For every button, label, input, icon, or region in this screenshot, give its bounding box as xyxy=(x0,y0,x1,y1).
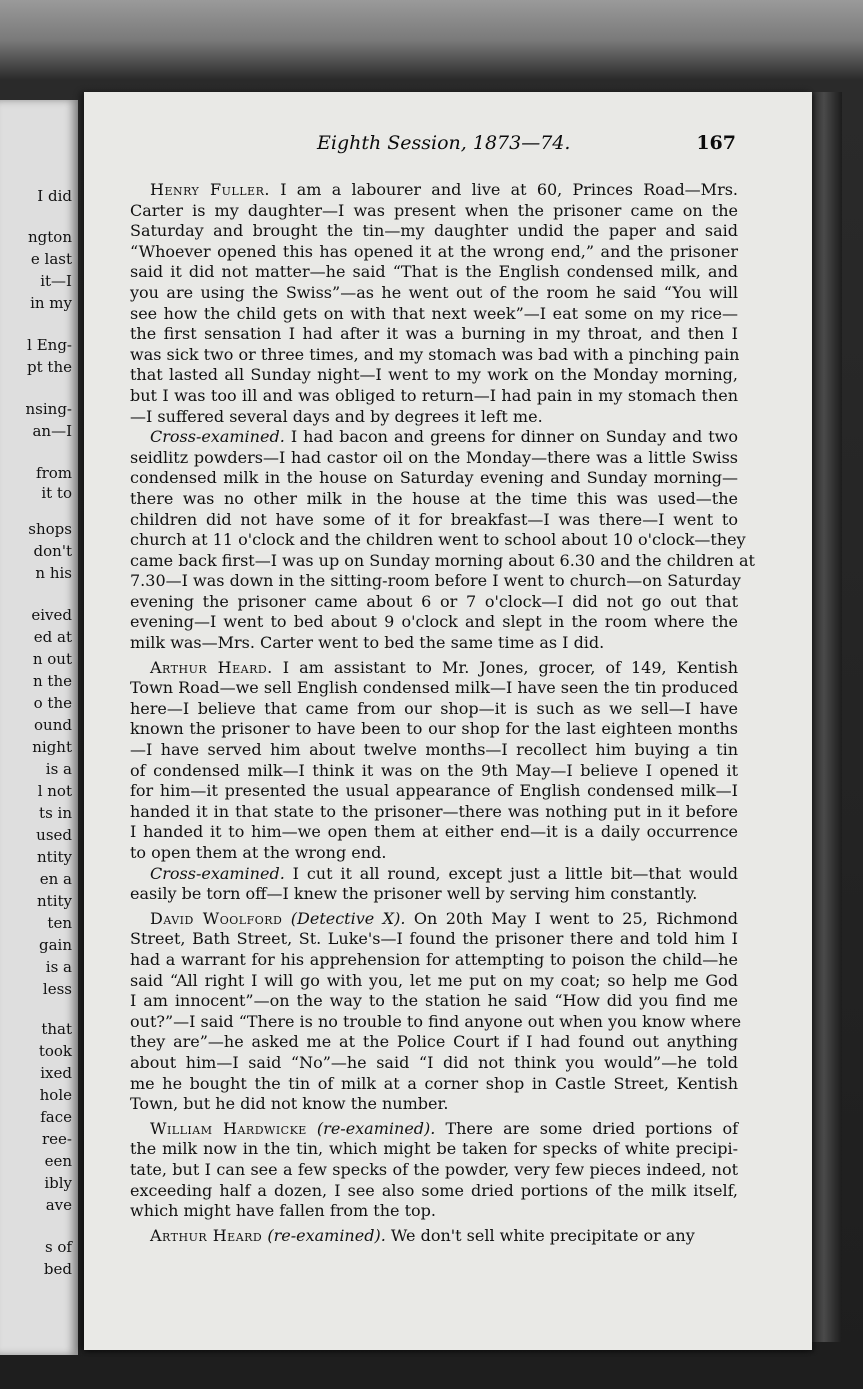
facing-page-text: o the xyxy=(33,694,72,712)
text-line: evening the prisoner came about 6 or 7 o'clock—I did not go out that xyxy=(130,591,738,611)
text-line: William Hardwicke (re-examined). There are some dried portions of xyxy=(150,1118,738,1138)
text-line: I am innocent”—on the way to the station he said “How did you find me xyxy=(130,991,738,1011)
text-line: of condensed milk—I think it was on the 9th May—I believe I opened it xyxy=(130,760,738,780)
facing-page-text: e last xyxy=(30,250,72,268)
facing-page-text: eived xyxy=(31,606,72,624)
text-line: “Whoever opened this has opened it at the wrong end,” and the prisoner xyxy=(130,241,738,261)
text-line: which might have fallen from the top. xyxy=(130,1201,436,1221)
facing-page-text: ten xyxy=(47,914,72,932)
text-line: evening—I went to bed about 9 o'clock and slept in the room where the xyxy=(130,612,738,632)
facing-page-text: een xyxy=(44,1152,72,1170)
text-line: Henry Fuller. I am a labourer and live at 60, Princes Road—Mrs. xyxy=(150,180,739,199)
text-line: see how the child gets on with that next week”—I eat some on my rice— xyxy=(130,303,738,323)
text-line: Arthur Heard (re-examined). We don't sell white precipitate or any xyxy=(150,1225,695,1245)
facing-page-text: ed at xyxy=(33,628,72,646)
facing-page-text: ree- xyxy=(42,1130,72,1148)
page-edge-shadow xyxy=(812,92,842,1342)
facing-page-text: n his xyxy=(35,564,72,582)
facing-page-text: l Eng- xyxy=(27,336,72,354)
facing-page-text: pt the xyxy=(27,358,72,376)
text-line: they are”—he asked me at the Police Court if I had found out anything xyxy=(130,1032,738,1052)
text-line: to open them at the wrong end. xyxy=(130,843,387,862)
paragraph-henry-fuller xyxy=(130,180,738,427)
facing-page-text: is a xyxy=(45,958,72,976)
facing-page-text: used xyxy=(36,826,72,844)
text-line: said “All right I will go with you, let me put on my coat; so help me God xyxy=(130,970,738,990)
facing-page-text: face xyxy=(40,1108,72,1126)
facing-page-text: ntity xyxy=(37,848,72,866)
facing-page-text: ts in xyxy=(39,804,72,822)
body-text xyxy=(130,180,755,1246)
text-line: Saturday and brought the tin—my daughter undid the paper and said xyxy=(130,221,738,241)
facing-page-text: l not xyxy=(37,782,72,800)
paragraph-arthur-heard xyxy=(130,658,738,864)
text-line: Town, but he did not know the number. xyxy=(130,1094,449,1114)
text-line: said it did not matter—he said “That is the English condensed milk, and xyxy=(130,262,738,282)
facing-page-text: don't xyxy=(33,542,72,560)
paragraph-david-woolford xyxy=(130,908,742,1115)
speaker-name: Henry Fuller. xyxy=(150,180,270,199)
text-line: Cross-examined. I had bacon and greens for dinner on Sunday and two xyxy=(150,427,738,447)
speaker-detail: (Detective X). xyxy=(290,908,406,928)
facing-page-text: from xyxy=(36,464,72,482)
text-line: you are using the Swiss”—as he went out of the room he said “You will xyxy=(130,282,738,302)
speaker-detail: (re-examined). xyxy=(267,1225,386,1245)
text-line: 7.30—I was down in the sitting-room before I went to church—on Saturday xyxy=(130,571,741,591)
facing-page-text: ixed xyxy=(40,1064,72,1082)
facing-page-text: ave xyxy=(45,1196,72,1214)
facing-page-fragment xyxy=(0,100,78,1355)
text-line: —I suffered several days and by degrees it left me. xyxy=(130,406,543,426)
text-line: me he bought the tin of milk at a corner shop in Castle Street, Kentish xyxy=(130,1073,738,1093)
speaker-name: David Woolford xyxy=(150,908,283,928)
text-line: was sick two or three times, and my stomach was bad with a pinching pain xyxy=(130,344,740,364)
facing-page-text: n out xyxy=(32,650,72,668)
facing-page-text: is a xyxy=(45,760,72,778)
facing-page-text: less xyxy=(42,980,72,998)
facing-page-text: ound xyxy=(34,716,72,734)
paragraph-arthur-heard-re-examined xyxy=(130,1226,738,1247)
text-line: the first sensation I had after it was a burning in my throat, and then I xyxy=(130,324,738,344)
text-line: known the prisoner to have been to our shop for the last eighteen months xyxy=(130,719,738,739)
running-head xyxy=(84,132,812,156)
facing-page-text: gain xyxy=(38,936,72,954)
facing-page-text: took xyxy=(38,1042,72,1060)
facing-page-text: n the xyxy=(33,672,72,690)
text-line: Cross-examined. I cut it all round, except just a little bit—that would xyxy=(150,863,738,883)
text-line: easily be torn off—I knew the prisoner well by serving him constantly. xyxy=(130,884,698,904)
facing-page-text: night xyxy=(32,738,72,756)
text-line: handed it in that state to the prisoner—there was nothing put in it before xyxy=(130,801,738,821)
text-line: there was no other milk in the house at the time this was used—the xyxy=(130,488,738,508)
text-line: Town Road—we sell English condensed milk—I have seen the tin produced xyxy=(130,678,739,698)
facing-page-text: in my xyxy=(30,294,72,312)
text-line: out?”—I said “There is no trouble to find anyone out when you know where xyxy=(130,1011,742,1031)
text-line: Arthur Heard. I am assistant to Mr. Jones, grocer, of 149, Kentish xyxy=(150,657,739,677)
speaker-name: Arthur Heard xyxy=(150,1225,263,1245)
text-line: tate, but I can see a few specks of the powder, very few pieces indeed, not xyxy=(130,1159,738,1179)
facing-page-text: shops xyxy=(28,520,72,538)
facing-page-text: an—I xyxy=(32,422,72,440)
paragraph-cross-examined-1 xyxy=(130,427,755,654)
text-line: exceeding half a dozen, I see also some dried portions of the milk itself, xyxy=(130,1180,738,1200)
facing-page-text: s of xyxy=(44,1238,72,1256)
text-line: but I was too ill and was obliged to return—I had pain in my stomach then xyxy=(130,385,738,405)
speaker-detail: (re-examined). xyxy=(316,1118,436,1138)
text-line: milk was—Mrs. Carter went to bed the same time as I did. xyxy=(130,633,605,653)
text-line: —I have served him about twelve months—I recollect him buying a tin xyxy=(130,740,738,760)
facing-page-text: ibly xyxy=(44,1174,72,1192)
facing-page-text: ntity xyxy=(37,892,72,910)
facing-page-text: en a xyxy=(39,870,72,888)
text-line: that lasted all Sunday night—I went to my work on the Monday morning, xyxy=(130,365,738,385)
text-line: about him—I said “No”—he said “I did not think you would”—he told xyxy=(130,1052,738,1072)
text-line: for him—it presented the usual appearance of English condensed milk—I xyxy=(130,781,738,801)
facing-page-text: it—I xyxy=(40,272,72,290)
section-label: Cross-examined. xyxy=(150,427,285,447)
text-line: seidlitz powders—I had castor oil on the Monday—there was a little Swiss xyxy=(130,447,738,467)
paragraph-cross-examined-2 xyxy=(130,864,738,905)
text-line: came back first—I was up on Sunday morning about 6.30 and the children at xyxy=(130,550,755,570)
page-number: 167 xyxy=(696,132,736,154)
text-line: church at 11 o'clock and the children went to school about 10 o'clock—they xyxy=(130,530,746,550)
text-line: David Woolford (Detective X). On 20th May I went to 25, Richmond xyxy=(150,908,738,928)
facing-page-text: hole xyxy=(39,1086,72,1104)
text-line: the milk now in the tin, which might be taken for specks of white precipi- xyxy=(130,1139,738,1159)
facing-page-text: nsing- xyxy=(25,400,72,418)
speaker-name: Arthur Heard. xyxy=(150,657,273,677)
text-line: had a warrant for his apprehension for attempting to poison the child—he xyxy=(130,949,738,969)
text-line: children did not have some of it for breakfast—I was there—I went to xyxy=(130,509,738,529)
speaker-name: William Hardwicke xyxy=(150,1118,307,1138)
facing-page-text: it to xyxy=(41,484,72,502)
book-page xyxy=(84,92,812,1350)
facing-page-text: I did xyxy=(37,187,72,205)
text-line: Street, Bath Street, St. Luke's—I found the prisoner there and told him I xyxy=(130,929,738,949)
facing-page-text: that xyxy=(41,1020,72,1038)
facing-page-text: bed xyxy=(43,1260,72,1278)
running-title: Eighth Session, 1873—74. xyxy=(317,132,571,154)
paragraph-william-hardwicke xyxy=(130,1119,738,1222)
section-label: Cross-examined. xyxy=(150,863,285,883)
text-line: here—I believe that came from our shop—it is such as we sell—I have xyxy=(130,698,738,718)
text-line: I handed it to him—we open them at either end—it is a daily occurrence xyxy=(130,822,738,842)
facing-page-text: ngton xyxy=(28,228,72,246)
text-line: Carter is my daughter—I was present when the prisoner came on the xyxy=(130,200,738,220)
text-line: condensed milk in the house on Saturday evening and Sunday morning— xyxy=(130,468,738,488)
